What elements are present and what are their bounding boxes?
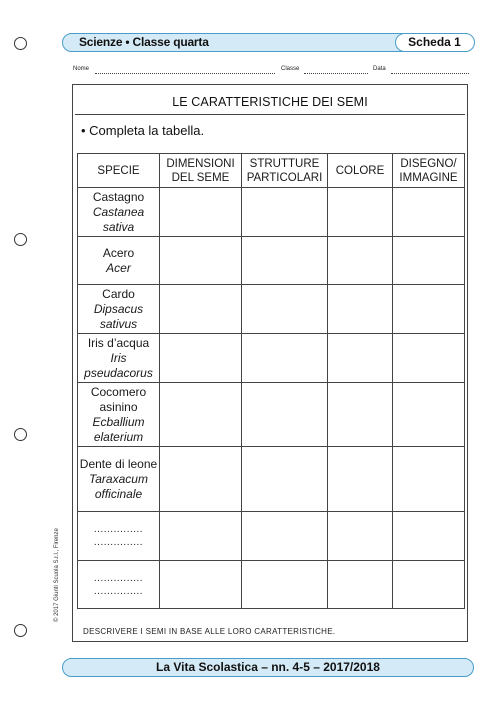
answer-cell[interactable] bbox=[393, 285, 465, 334]
class-label: Classe bbox=[281, 66, 300, 72]
header-bar bbox=[62, 33, 474, 52]
answer-cell[interactable] bbox=[242, 383, 328, 447]
answer-cell[interactable] bbox=[242, 447, 328, 512]
answer-cell[interactable] bbox=[328, 447, 393, 512]
table-row bbox=[78, 383, 465, 447]
answer-cell[interactable] bbox=[328, 237, 393, 285]
answer-cell[interactable] bbox=[393, 447, 465, 512]
table-row bbox=[78, 447, 465, 512]
table-row bbox=[78, 188, 465, 237]
answer-cell[interactable] bbox=[328, 383, 393, 447]
answer-cell[interactable] bbox=[160, 285, 242, 334]
worksheet-frame bbox=[72, 84, 468, 642]
species-blank-cell[interactable]: ............... ............... bbox=[78, 512, 160, 561]
answer-cell[interactable] bbox=[160, 383, 242, 447]
answer-cell[interactable] bbox=[160, 188, 242, 237]
answer-cell[interactable] bbox=[328, 561, 393, 609]
table-header-row bbox=[78, 154, 465, 188]
date-label: Data bbox=[373, 66, 386, 72]
answer-cell[interactable] bbox=[328, 188, 393, 237]
class-field-line bbox=[304, 73, 368, 74]
species-cell: Iris d’acqua Iris pseudacorus bbox=[78, 334, 160, 383]
table-row bbox=[78, 334, 465, 383]
name-label: Nome bbox=[73, 66, 90, 72]
header-species: SPECIE bbox=[78, 154, 160, 188]
binder-hole-lower-mid bbox=[14, 428, 27, 441]
table-row bbox=[78, 561, 465, 609]
species-cell: Dente di leone Taraxacum officinale bbox=[78, 447, 160, 512]
sheet-number-badge: Scheda 1 bbox=[395, 33, 475, 52]
seed-characteristics-table bbox=[77, 153, 465, 609]
species-cell: Acero Acer bbox=[78, 237, 160, 285]
footnote-instruction: DESCRIVERE I SEMI IN BASE ALLE LORO CARATTERISTICHE. bbox=[83, 627, 336, 636]
instruction-text: • Completa la tabella. bbox=[81, 123, 205, 138]
table-row bbox=[78, 285, 465, 334]
copyright-notice: © 2017 Giunti Scuola S.r.l., Firenze bbox=[54, 528, 60, 622]
answer-cell[interactable] bbox=[160, 237, 242, 285]
binder-hole-upper-mid bbox=[14, 233, 27, 246]
answer-cell[interactable] bbox=[393, 561, 465, 609]
answer-cell[interactable] bbox=[242, 285, 328, 334]
species-cell: Castagno Castanea sativa bbox=[78, 188, 160, 237]
table-row bbox=[78, 237, 465, 285]
answer-cell[interactable] bbox=[393, 512, 465, 561]
header-color: COLORE bbox=[328, 154, 393, 188]
answer-cell[interactable] bbox=[242, 512, 328, 561]
answer-cell[interactable] bbox=[242, 334, 328, 383]
answer-cell[interactable] bbox=[328, 512, 393, 561]
answer-cell[interactable] bbox=[242, 188, 328, 237]
header-seed-size: DIMENSIONI DEL SEME bbox=[160, 154, 242, 188]
footer-bar: La Vita Scolastica – nn. 4-5 – 2017/2018 bbox=[62, 658, 474, 677]
answer-cell[interactable] bbox=[160, 512, 242, 561]
date-field-line bbox=[391, 73, 469, 74]
species-cell: Cardo Dipsacus sativus bbox=[78, 285, 160, 334]
title-divider bbox=[75, 114, 465, 115]
species-cell: Cocomero asinino Ecballium elaterium bbox=[78, 383, 160, 447]
name-field-line bbox=[95, 73, 275, 74]
answer-cell[interactable] bbox=[160, 561, 242, 609]
answer-cell[interactable] bbox=[160, 447, 242, 512]
table-row bbox=[78, 512, 465, 561]
answer-cell[interactable] bbox=[242, 237, 328, 285]
worksheet-title: LE CARATTERISTICHE DEI SEMI bbox=[172, 95, 368, 109]
subject-label: Scienze • Classe quarta bbox=[79, 35, 209, 49]
header-special-structures: STRUTTURE PARTICOLARI bbox=[242, 154, 328, 188]
answer-cell[interactable] bbox=[328, 334, 393, 383]
binder-hole-top bbox=[14, 37, 27, 50]
answer-cell[interactable] bbox=[328, 285, 393, 334]
species-blank-cell[interactable]: ............... ............... bbox=[78, 561, 160, 609]
header-drawing: DISEGNO/ IMMAGINE bbox=[393, 154, 465, 188]
answer-cell[interactable] bbox=[393, 237, 465, 285]
answer-cell[interactable] bbox=[393, 383, 465, 447]
answer-cell[interactable] bbox=[393, 334, 465, 383]
binder-hole-bottom bbox=[14, 624, 27, 637]
answer-cell[interactable] bbox=[242, 561, 328, 609]
answer-cell[interactable] bbox=[160, 334, 242, 383]
answer-cell[interactable] bbox=[393, 188, 465, 237]
